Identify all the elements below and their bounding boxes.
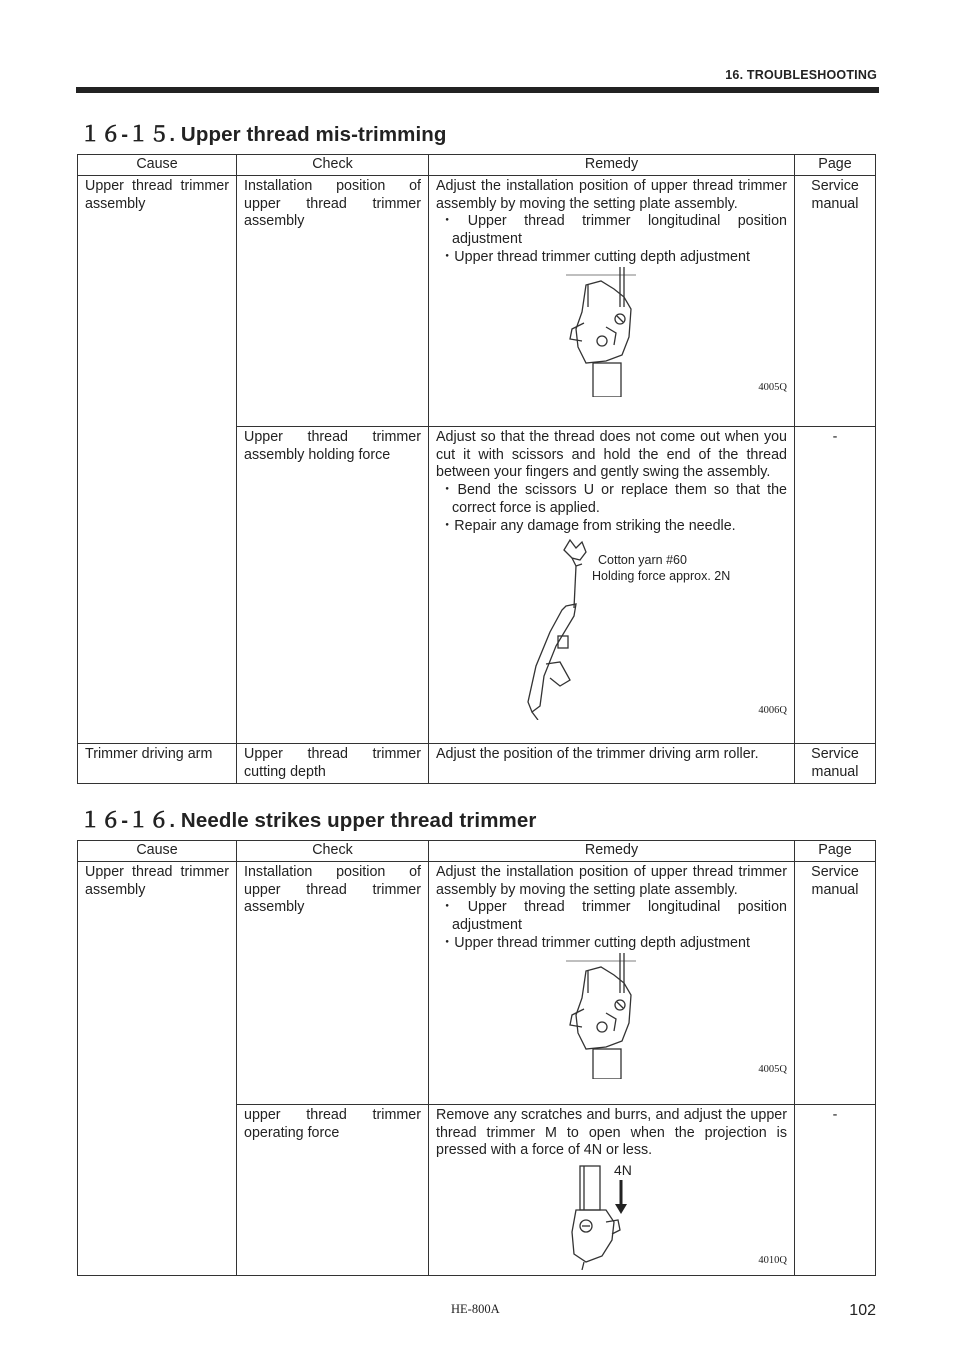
section-title-16-15: １６-１５. Upper thread mis-trimming (80, 123, 447, 146)
check-cell: Installation position of upper thread trimmer assembly (237, 175, 429, 426)
cause-cell: Upper thread trimmer assembly (78, 861, 237, 1275)
column-header-remedy: Remedy (429, 841, 795, 862)
remedy-bullet: ・Upper thread trimmer longitudinal position adjustment (440, 213, 787, 248)
remedy-cell (429, 1104, 795, 1275)
column-header-check: Check (237, 155, 429, 176)
remedy-bullet: ・Upper thread trimmer cutting depth adjustment (440, 934, 750, 951)
page-cell: Service manual (795, 743, 876, 784)
troubleshooting-table-16-15 (77, 154, 876, 784)
figure-label: 4006Q (758, 704, 787, 716)
cause-cell: Trimmer driving arm (78, 743, 237, 784)
cause-cell: Upper thread trimmer assembly (78, 175, 237, 743)
trimmer-assembly-illustration (436, 953, 786, 1079)
figure-4010q (436, 1160, 787, 1270)
troubleshooting-table-16-16 (77, 840, 876, 1276)
table-row (78, 743, 876, 784)
page-number: 102 (849, 1302, 876, 1319)
page-cell: - (795, 1104, 876, 1275)
force-annotation: 4N (614, 1162, 632, 1179)
figure-label: 4010Q (758, 1255, 787, 1267)
page-cell: Service manual (795, 175, 876, 426)
running-header: 16. TROUBLESHOOTING (725, 68, 877, 82)
page-cell: Service manual (795, 861, 876, 1104)
remedy-cell (429, 426, 795, 743)
remedy-cell: Adjust the position of the trimmer driving arm roller. (429, 743, 795, 784)
remedy-cell (429, 175, 795, 426)
column-header-page: Page (795, 155, 876, 176)
table-header-row (78, 841, 876, 862)
check-cell: Installation position of upper thread trimmer assembly (237, 861, 429, 1104)
column-header-cause: Cause (78, 841, 237, 862)
remedy-bullet: ・Repair any damage from striking the needle. (440, 517, 736, 534)
remedy-bullet: ・Upper thread trimmer cutting depth adjustment (440, 248, 750, 265)
table-row (78, 861, 876, 1104)
remedy-text: Adjust so that the thread does not come out when you cut it with scissors and hold the end of the thread between your fingers and gently swing the assembly. (436, 428, 787, 481)
figure-annotation: Cotton yarn #60 (598, 552, 687, 567)
check-cell: Upper thread trimmer cutting depth (237, 743, 429, 784)
remedy-text: Remove any scratches and burrs, and adjust the upper thread trimmer M to open when the projection is pressed with a force of 4N or less. (436, 1106, 787, 1159)
operating-force-illustration (436, 1160, 786, 1270)
figure-4005q (436, 267, 787, 397)
remedy-cell (429, 861, 795, 1104)
check-cell: upper thread trimmer operating force (237, 1104, 429, 1275)
remedy-bullet: ・Upper thread trimmer longitudinal position adjustment (440, 899, 787, 934)
figure-annotation: Holding force approx. 2N (592, 568, 731, 583)
figure-label: 4005Q (758, 1063, 787, 1075)
column-header-cause: Cause (78, 155, 237, 176)
check-cell: Upper thread trimmer assembly holding force (237, 426, 429, 743)
trimmer-assembly-illustration (436, 267, 786, 397)
remedy-text: Adjust the installation position of upper thread trimmer assembly by moving the setting plate assembly. (436, 863, 787, 898)
remedy-text: Adjust the installation position of upper thread trimmer assembly by moving the setting plate assembly. (436, 177, 787, 212)
column-header-check: Check (237, 841, 429, 862)
section-title-16-16: １６-１６. Needle strikes upper thread trimmer (80, 809, 537, 832)
figure-label: 4005Q (758, 381, 787, 393)
figure-4006q (436, 536, 787, 720)
page-cell: - (795, 426, 876, 743)
figure-4005q (436, 953, 787, 1079)
footer-model: HE-800A (451, 1302, 500, 1316)
remedy-bullet: ・Bend the scissors U or replace them so that the correct force is applied. (440, 482, 787, 516)
column-header-remedy: Remedy (429, 155, 795, 176)
table-row (78, 175, 876, 426)
column-header-page: Page (795, 841, 876, 862)
table-header-row (78, 155, 876, 176)
header-rule (76, 87, 879, 93)
